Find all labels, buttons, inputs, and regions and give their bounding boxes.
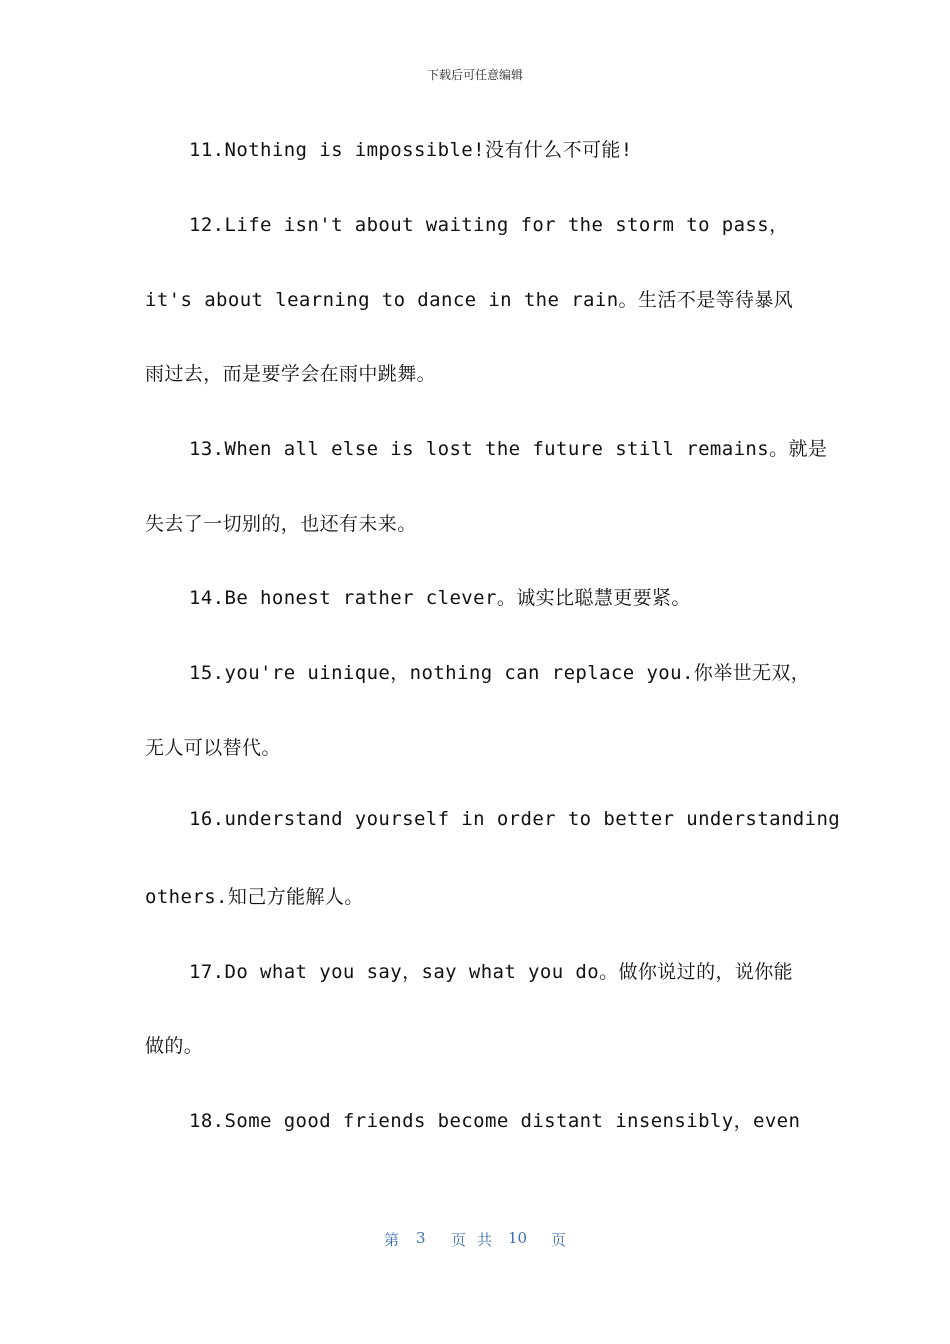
text-line: 18.Some good friends become distant insensibly，even: [189, 1110, 801, 1132]
text-line: 11.Nothing is impossible!没有什么不可能!: [189, 139, 633, 161]
text-line: it's about learning to dance in the rain。生活不是等待暴风: [145, 289, 794, 311]
footer-total-pages: 10: [508, 1229, 528, 1247]
text-line: 16.understand yourself in order to better understanding: [189, 808, 841, 830]
footer-ye: 页: [551, 1231, 567, 1249]
text-line: 12.Life isn't about waiting for the storm to pass，: [189, 214, 789, 236]
text-line: 14.Be honest rather clever。诚实比聪慧更要紧。: [189, 587, 691, 609]
text-line: others.知己方能解人。: [145, 886, 364, 908]
text-line: 失去了一切别的，也还有未来。: [145, 513, 417, 535]
footer-di: 第: [384, 1231, 400, 1249]
footer-current-page: 3: [416, 1229, 426, 1247]
footer-ye: 页: [451, 1231, 467, 1249]
text-line: 做的。: [145, 1035, 204, 1057]
text-line: 17.Do what you say，say what you do。做你说过的，说你能: [189, 961, 794, 983]
text-line: 无人可以替代。: [145, 737, 281, 759]
text-line: 15.you're uinique，nothing can replace you.你举世无双，: [189, 662, 811, 684]
footer-gong: 共: [477, 1231, 493, 1249]
text-line: 13.When all else is lost the future still remains。就是: [189, 438, 828, 460]
text-line: 雨过去，而是要学会在雨中跳舞。: [145, 363, 437, 385]
page-header: 下载后可任意编辑: [426, 68, 523, 82]
